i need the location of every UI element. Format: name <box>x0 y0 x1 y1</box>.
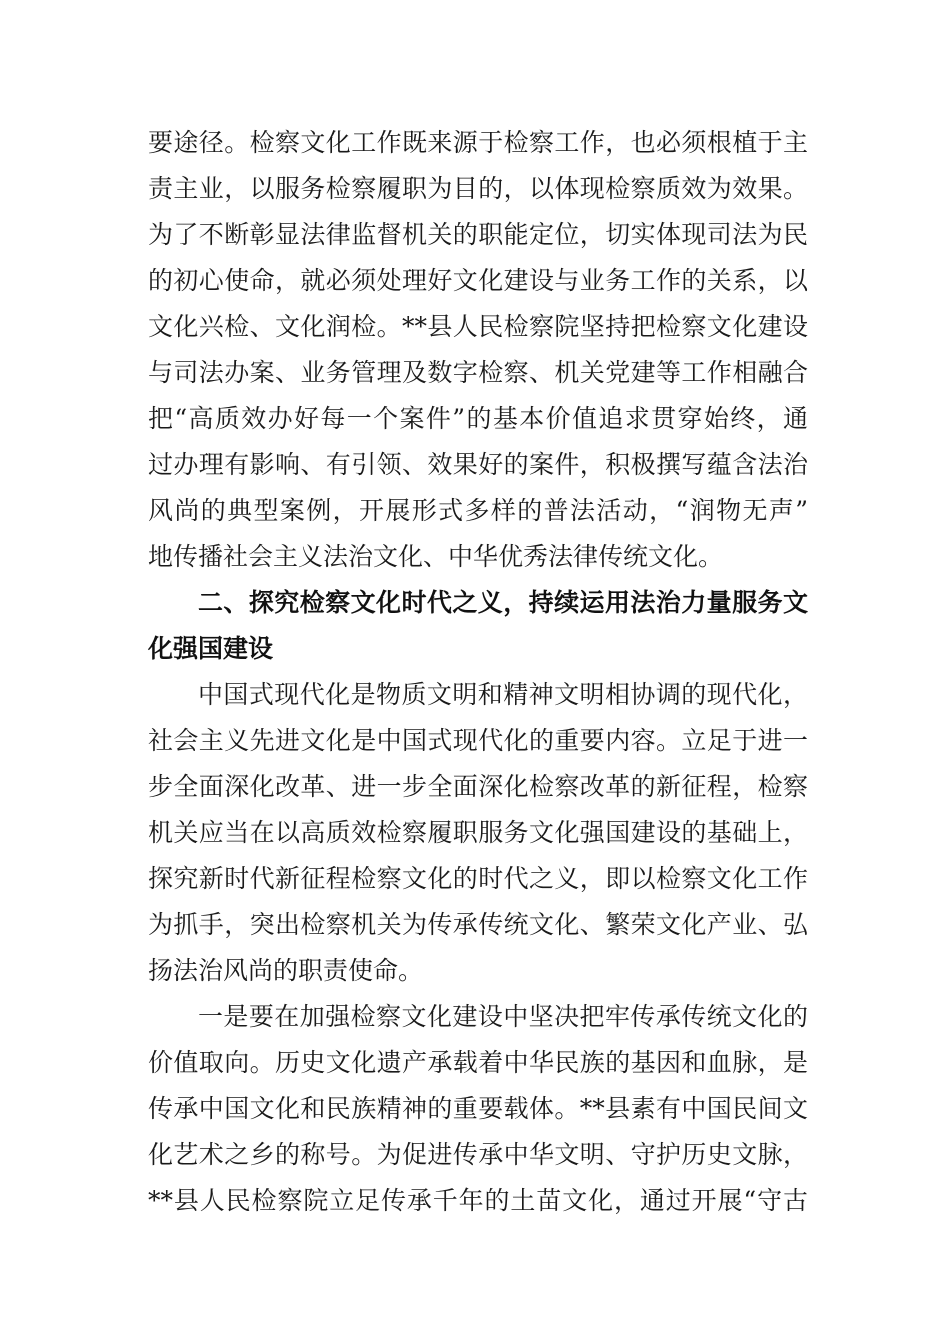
paragraph-line: 要途径。检察文化工作既来源于检察工作，也必须根植于主 <box>148 128 808 157</box>
section-heading-2 <box>148 580 808 672</box>
paragraph-line: 文化兴检、文化润检。**县人民检察院坚持把检察文化建设 <box>148 312 808 341</box>
heading-line: 二、探究检察文化时代之义，持续运用法治力量服务文 <box>198 588 808 617</box>
paragraph-line: 把“高质效办好每一个案件”的基本价值追求贯穿始终，通 <box>148 404 808 433</box>
paragraph-line: 机关应当在以高质效检察履职服务文化强国建设的基础上， <box>148 818 808 847</box>
paragraph-line: 责主业，以服务检察履职为目的，以体现检察质效为效果。 <box>148 174 808 203</box>
heading-line: 化强国建设 <box>148 634 274 663</box>
paragraph-line: 中国式现代化是物质文明和精神文明相协调的现代化， <box>198 680 808 709</box>
document-body <box>148 120 808 1224</box>
paragraph-line: 化艺术之乡的称号。为促进传承中华文明、守护历史文脉， <box>148 1140 808 1169</box>
paragraph-line: 的初心使命，就必须处理好文化建设与业务工作的关系，以 <box>148 266 808 295</box>
paragraph-line: 扬法治风尚的职责使命。 <box>148 956 424 985</box>
paragraph-3 <box>148 994 808 1224</box>
paragraph-line: 风尚的典型案例，开展形式多样的普法活动，“润物无声” <box>148 496 808 525</box>
paragraph-line: 与司法办案、业务管理及数字检察、机关党建等工作相融合 <box>148 358 808 387</box>
paragraph-line: **县人民检察院立足传承千年的土苗文化，通过开展“守古 <box>148 1186 808 1215</box>
paragraph-line: 社会主义先进文化是中国式现代化的重要内容。立足于进一 <box>148 726 808 755</box>
paragraph-line: 地传播社会主义法治文化、中华优秀法律传统文化。 <box>148 542 724 571</box>
paragraph-line: 为抓手，突出检察机关为传承传统文化、繁荣文化产业、弘 <box>148 910 808 939</box>
paragraph-1 <box>148 120 808 580</box>
paragraph-line: 传承中国文化和民族精神的重要载体。**县素有中国民间文 <box>148 1094 808 1123</box>
paragraph-line: 过办理有影响、有引领、效果好的案件，积极撰写蕴含法治 <box>148 450 808 479</box>
paragraph-line: 为了不断彰显法律监督机关的职能定位，切实体现司法为民 <box>148 220 808 249</box>
paragraph-2 <box>148 672 808 994</box>
paragraph-line: 探究新时代新征程检察文化的时代之义，即以检察文化工作 <box>148 864 808 893</box>
paragraph-line: 价值取向。历史文化遗产承载着中华民族的基因和血脉，是 <box>148 1048 808 1077</box>
paragraph-line: 步全面深化改革、进一步全面深化检察改革的新征程，检察 <box>148 772 808 801</box>
paragraph-line: 一是要在加强检察文化建设中坚决把牢传承传统文化的 <box>198 1002 808 1031</box>
